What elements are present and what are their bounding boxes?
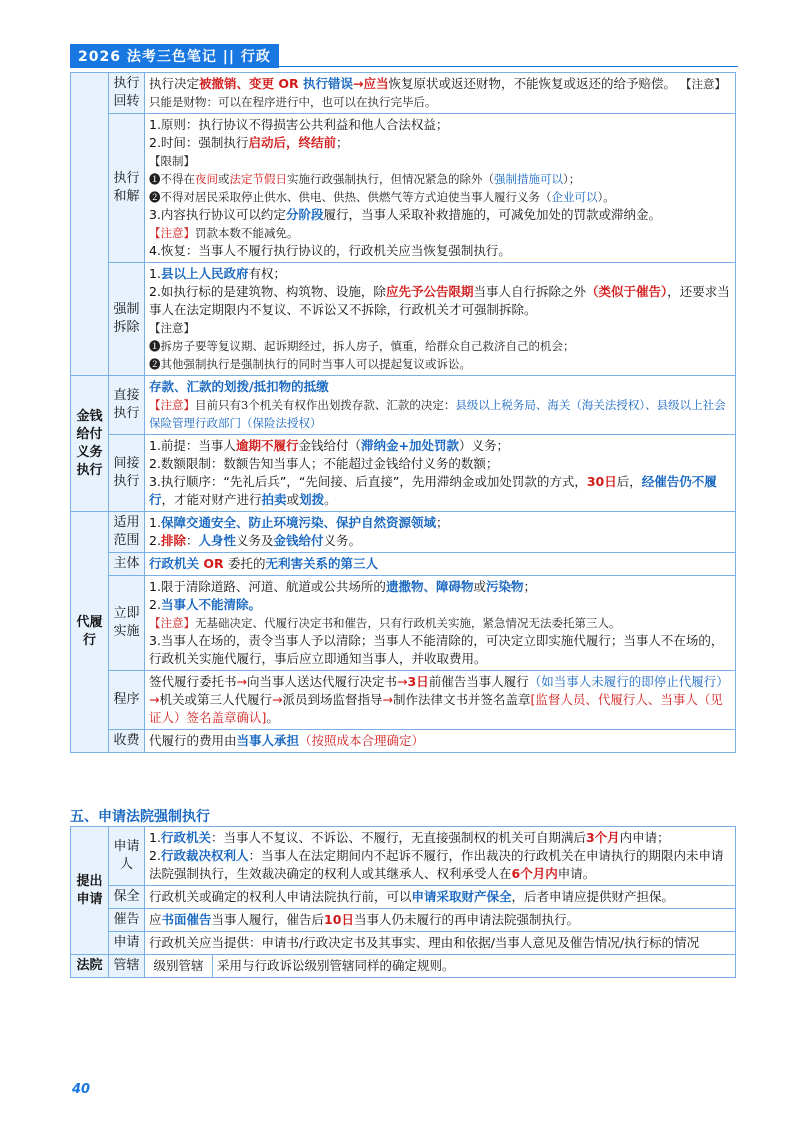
row-content: 执行决定被撤销、变更 OR 执行错误→应当恢复原状或返还财物，不能恢复或返还的给予赔偿。 【注意】只能是财物：可以在程序进行中，也可以在执行完毕后。 xyxy=(145,73,736,114)
enforcement-table xyxy=(70,72,736,753)
table-row xyxy=(71,671,736,730)
court-enforcement-table xyxy=(70,826,736,978)
row-content: 代履行的费用由当事人承担（按照成本合理确定） xyxy=(145,730,736,753)
group-label: 金钱给付义务执行 xyxy=(71,376,109,512)
group-label: 法院 xyxy=(71,955,109,978)
row-content: 1.行政机关：当事人不复议、不诉讼、不履行，无直接强制权的机关可自期满后3个月内申请； 2.行政裁决权利人：当事人在法定期间内不起诉不履行，作出裁决的行政机关在申请执行的期限内未申请法院强制执行，生效裁决确定的权利人或其继承人、权利承受人在6个月内申请。 xyxy=(145,827,736,886)
row-label: 强制拆除 xyxy=(109,263,145,376)
row-label: 催告 xyxy=(109,909,145,932)
table-row xyxy=(71,435,736,512)
table-row xyxy=(71,512,736,553)
row-label: 执行和解 xyxy=(109,114,145,263)
group-label: 代履行 xyxy=(71,512,109,753)
row-label: 管辖 xyxy=(109,955,145,978)
header-divider xyxy=(70,66,738,67)
row-content: 签代履行委托书→向当事人送达代履行决定书→3日前催告当事人履行（如当事人未履行的即停止代履行）→机关或第三人代履行→派员到场监督指导→制作法律文书并签名盖章[监督人员、代履行人、当事人（见证人）签名盖章确认]。 xyxy=(145,671,736,730)
table-row xyxy=(71,114,736,263)
table-row xyxy=(71,576,736,671)
table-row xyxy=(71,263,736,376)
table-row xyxy=(71,909,736,932)
row-label: 适用范围 xyxy=(109,512,145,553)
row-content: 1.限于清除道路、河道、航道或公共场所的遗撒物、障碍物或污染物； 2.当事人不能清除。 【注意】无基础决定、代履行决定书和催告，只有行政机关实施，紧急情况无法委托第三人。 3.当事人在场的，责令当事人予以清除；当事人不能清除的，可决定立即实施代履行；当事人不在场的，行政机关实施代履行，事后应立即通知当事人，并收取费用。 xyxy=(145,576,736,671)
row-label: 申请人 xyxy=(109,827,145,886)
row-content: 1.前提：当事人逾期不履行金钱给付（滞纳金+加处罚款）义务； 2.数额限制：数额告知当事人；不能超过金钱给付义务的数额； 3.执行顺序：“先礼后兵”，“先间接、后直接”，先用滞纳金或加处罚款的方式，30日后，经催告仍不履行，才能对财产进行拍卖或划拨。 xyxy=(145,435,736,512)
row-content: 行政机关应当提供：申请书/行政决定书及其事实、理由和依据/当事人意见及催告情况/执行标的情况 xyxy=(145,932,736,955)
table-row xyxy=(71,827,736,886)
table-row xyxy=(71,886,736,909)
row-content: 行政机关或确定的权利人申请法院执行前，可以申请采取财产保全，后者申请应提供财产担保。 xyxy=(145,886,736,909)
row-label: 执行回转 xyxy=(109,73,145,114)
row-label: 收费 xyxy=(109,730,145,753)
row-content: 1.县以上人民政府有权； 2.如执行标的是建筑物、构筑物、设施，除应先予公告限期当事人自行拆除之外（类似于催告），还要求当事人在法定期限内不复议、不诉讼又不拆除，行政机关才可强制拆除。 【注意】 ❶拆房子要等复议期、起诉期经过，拆人房子，慎重，给群众自己救济自己的机会； ❷其他强制执行是强制执行的同时当事人可以提起复议或诉讼。 xyxy=(145,263,736,376)
row-label: 主体 xyxy=(109,553,145,576)
sub-label: 级别管辖 xyxy=(145,955,213,978)
row-label: 保全 xyxy=(109,886,145,909)
row-label: 程序 xyxy=(109,671,145,730)
row-label: 申请 xyxy=(109,932,145,955)
row-content: 1.保障交通安全、防止环境污染、保护自然资源领域； 2.排除：人身性义务及金钱给付义务。 xyxy=(145,512,736,553)
group-label: 提出申请 xyxy=(71,827,109,955)
row-content: 1.原则：执行协议不得损害公共利益和他人合法权益； 2.时间：强制执行启动后，终结前； 【限制】 ❶不得在夜间或法定节假日实施行政强制执行，但情况紧急的除外（强制措施可以）； ❷不得对居民采取停止供水、供电、供热、供燃气等方式迫使当事人履行义务（企业可以）。 3.内容执行协议可以约定分阶段履行，当事人采取补救措施的，可减免加处的罚款或滞纳金。 【注意】罚款本数不能减免。 4.恢复：当事人不履行执行协议的，行政机关应当恢复强制执行。 xyxy=(145,114,736,263)
row-content: 采用与行政诉讼级别管辖同样的确定规则。 xyxy=(213,955,736,978)
row-label: 直接执行 xyxy=(109,376,145,435)
page-header-title: 2026 法考三色笔记 || 行政 xyxy=(70,44,279,68)
table-row xyxy=(71,376,736,435)
table-row xyxy=(71,553,736,576)
table-row xyxy=(71,932,736,955)
group-cell-empty xyxy=(71,73,109,376)
row-label: 间接执行 xyxy=(109,435,145,512)
row-label: 立即实施 xyxy=(109,576,145,671)
section-title: 五、申请法院强制执行 xyxy=(70,809,210,825)
page-number: 40 xyxy=(72,1082,91,1097)
table-row xyxy=(71,730,736,753)
table-row xyxy=(71,73,736,114)
row-content: 行政机关 OR 委托的无利害关系的第三人 xyxy=(145,553,736,576)
row-content: 存款、汇款的划拨/抵扣物的抵缴 【注意】目前只有3个机关有权作出划拨存款、汇款的决定：县级以上税务局、海关（海关法授权）、县级以上社会保险管理行政部门（保险法授权） xyxy=(145,376,736,435)
row-content: 应书面催告当事人履行，催告后10日当事人仍未履行的再申请法院强制执行。 xyxy=(145,909,736,932)
table-row xyxy=(71,955,736,978)
